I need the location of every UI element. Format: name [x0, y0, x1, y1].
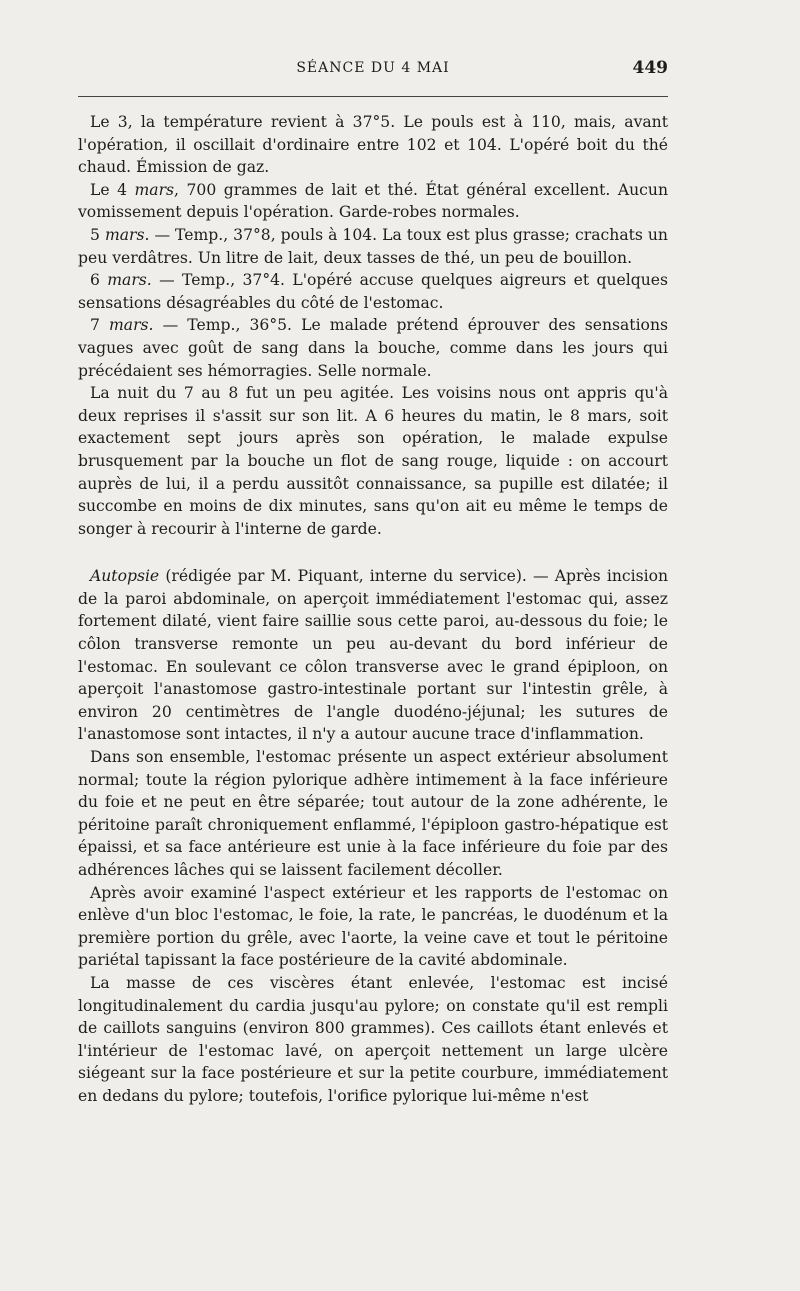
paragraph-6: La nuit du 7 au 8 fut un peu agitée. Les voisins nous ont appris qu'à deux reprises il s'assit sur son lit. A 6 heures du matin, le 8 mars, soit exactement sept jours après son opération, le malade expulse brusquement par la bouche un flot de sang rouge, liquide : on accourt auprès de lui, il a perdu aussitôt connaissance, sa pupille est dilatée; il succombe en moins de dix minutes, sans qu'on ait eu même le temps de songer à recourir à l'interne de garde.	[78, 384, 668, 538]
paragraph-1: Le 3, la température revient à 37°5. Le pouls est à 110, mais, avant l'opération, il oscillait d'ordinaire entre 102 et 104. L'opéré boit du thé chaud. Émission de gaz.	[78, 113, 668, 177]
paragraph-8: Dans son ensemble, l'estomac présente un aspect extérieur absolument normal; toute la région pylorique adhère intimement à la face inférieure du foie et ne peut en être séparée; tout autour de la zone adhérente, le péritoine paraît chroniquement enflammé, l'épiploon gastro-hépatique est épaissi, et sa face antérieure est unie à la face inférieure du foie par des adhérences lâches qui se laissent facilement décoller.	[78, 748, 668, 879]
paragraph-5: 7 mars. — Temp., 36°5. Le malade prétend éprouver des sensations vagues avec goût de sang dans la bouche, comme dans les jours qui précédaient ses hémorragies. Selle normale.	[78, 316, 668, 380]
page-header	[78, 60, 668, 86]
paragraph-4: 6 mars. — Temp., 37°4. L'opéré accuse quelques aigreurs et quelques sensations désagréables du côté de l'estomac.	[78, 271, 668, 312]
running-head: SÉANCE DU 4 MAI	[296, 60, 450, 76]
header-rule	[78, 96, 668, 97]
autopsy-paragraph: Autopsie (rédigée par M. Piquant, interne du service). — Après incision de la paroi abdominale, on aperçoit immédiatement l'estomac qui, assez fortement dilaté, vient faire saillie sous cette paroi, au-dessous du foie; le côlon transverse remonte un peu au-devant du bord inférieur de l'estomac. En soulevant ce côlon transverse avec le grand épiploon, on aperçoit l'anastomose gastro-intestinale portant sur l'intestin grêle, à environ 20 centimètres de l'angle duodéno-jéjunal; les sutures de l'anastomose sont intactes, il n'y a autour aucune trace d'inflammation.	[78, 567, 668, 744]
page-number: 449	[632, 58, 668, 78]
body-text	[78, 111, 668, 1108]
paragraph-10: La masse de ces viscères étant enlevée, l'estomac est incisé longitudinalement du cardia jusqu'au pylore; on constate qu'il est rempli de caillots sanguins (environ 800 grammes). Ces caillots étant enlevés et l'intérieur de l'estomac lavé, on aperçoit nettement un large ulcère siégeant sur la face postérieure et sur la petite courbure, immédiatement en dedans du pylore; toutefois, l'orifice pylorique lui-même n'est	[78, 973, 668, 1105]
paragraph-9: Après avoir examiné l'aspect extérieur et les rapports de l'estomac on enlève d'un bloc l'estomac, le foie, la rate, le pancréas, le duodénum et la première portion du grêle, avec l'aorte, la veine cave et tout le péritoine pariétal tapissant la face postérieure de la cavité abdominale.	[78, 883, 668, 970]
paragraph-3: 5 mars. — Temp., 37°8, pouls à 104. La toux est plus grasse; crachats un peu verdâtres. Un litre de lait, deux tasses de thé, un peu de bouillon.	[78, 225, 668, 267]
paragraph-2: Le 4 mars, 700 grammes de lait et thé. État général excellent. Aucun vomissement depuis l'opération. Garde-robes normales.	[78, 180, 668, 222]
